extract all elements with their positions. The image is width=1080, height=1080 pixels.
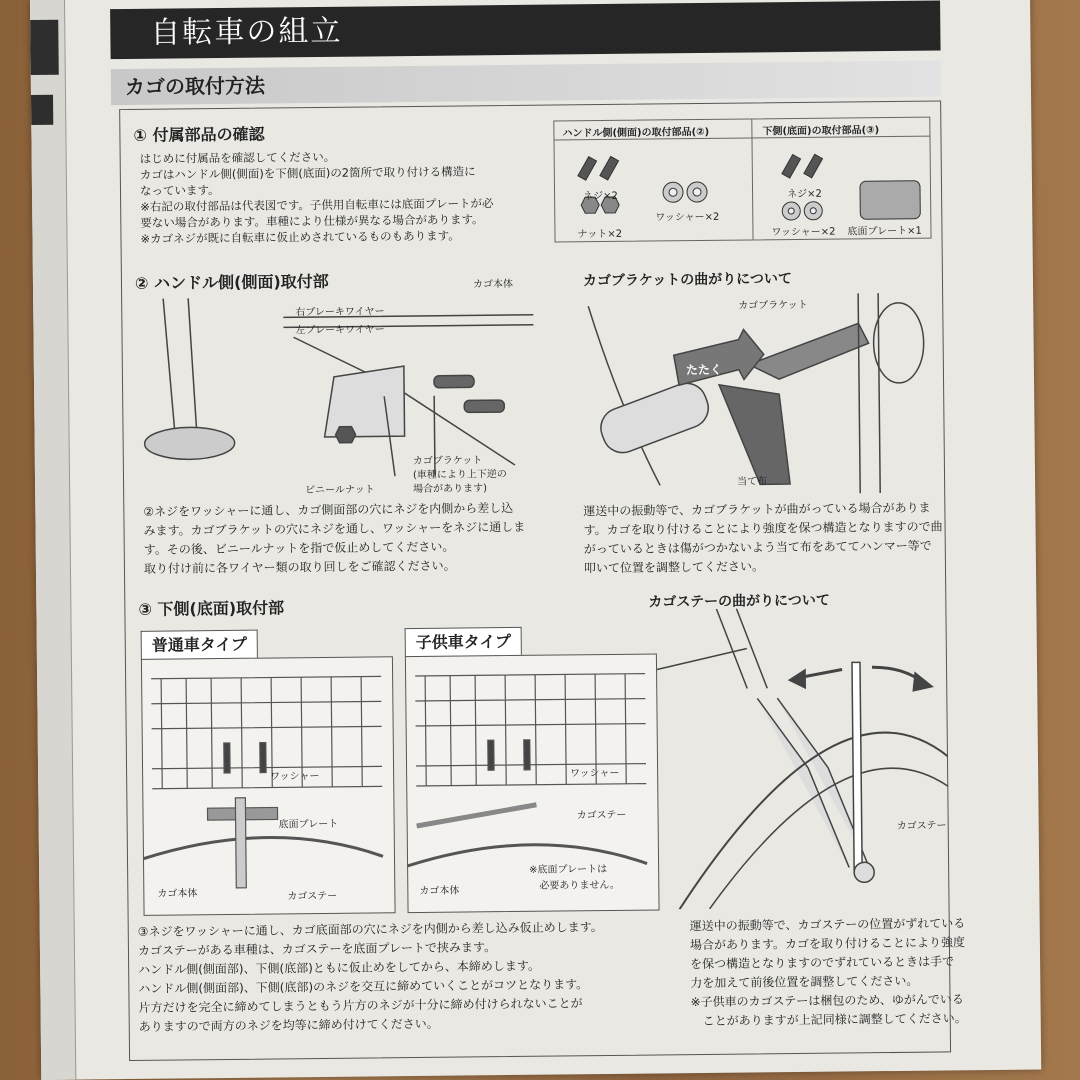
s1-line: カゴはハンドル側(側面)を下側(底面)の2箇所で取り付ける構造に [139, 164, 476, 182]
parts-table [553, 117, 931, 243]
bend-line: がっているときは傷がつかないよう当て布をあててハンマー等で [583, 538, 932, 557]
s3-line: ③ネジをワッシャーに通し、カゴ底面部の穴にネジを内側から差し込み仮止めします。 [137, 920, 603, 939]
s2-vinyl-nut-label: ビニールナット [305, 484, 375, 497]
s3-line: ハンドル側(側面部)、下側(底部)のネジを交互に締めていくことがコツとなります。 [138, 977, 589, 996]
parts-left-header: ハンドル側(側面)の取付部品(②) [562, 126, 710, 140]
bend-cloth-label: 当て布 [737, 476, 768, 488]
bend-bracket-label: カゴブラケット [738, 299, 808, 312]
stay-label: カゴステー [896, 820, 947, 832]
parts-nut: ナット×2 [577, 228, 623, 241]
s1-line: はじめに付属品を確認してください。 [139, 149, 336, 166]
s3-line: カゴステーがある車種は、カゴステーを底面プレートで挟みます。 [137, 940, 497, 958]
s3-stay2-label: カゴステー [576, 809, 627, 822]
s3-washer-label: ワッシャー [270, 771, 320, 783]
stay-line: 場合があります。カゴを取り付けることにより強度 [689, 935, 966, 953]
s2-left-wire-label: 左ブレーキワイヤー [295, 324, 385, 337]
s2-basket-body-label: カゴ本体 [472, 278, 514, 291]
parts-screw-r: ネジ×2 [787, 188, 822, 201]
stay-line: 力を加えて前後位置を調整してください。 [690, 973, 919, 991]
s3-plate-label: 底面プレート [278, 818, 339, 831]
parts-screw: ネジ×2 [583, 190, 618, 203]
bend-line: 運送中の振動等で、カゴブラケットが曲がっている場合がありま [583, 500, 931, 519]
s1-line: なっています。 [139, 183, 220, 198]
s3-note: ※底面プレートは [529, 864, 608, 876]
s2-heading: ② ハンドル側(側面)取付部 [134, 271, 329, 293]
stay-heading: カゴステーの曲がりについて [648, 592, 830, 611]
s2-line: ②ネジをワッシャーに通し、カゴ側面部の穴にネジを内側から差し込 [143, 500, 514, 519]
bend-tap-label: たたく [685, 362, 722, 378]
s3-line: 片方だけを完全に締めてしまうともう片方のネジが十分に締め付けられないことが [138, 996, 583, 1015]
manual-page [30, 0, 1041, 1080]
s3-body-label: カゴ本体 [157, 888, 198, 900]
stay-line: ※子供車のカゴステーは梱包のため、ゆがんでいる [690, 992, 964, 1010]
s3-stay-label: カゴステー [287, 890, 338, 903]
s1-line: 要ない場合があります。車種により仕様が異なる場合があります。 [140, 212, 484, 230]
parts-washer-r: ワッシャー×2 [771, 226, 836, 239]
s2-line: す。その後、ビニールナットを指で仮止めしてください。 [143, 539, 455, 557]
stay-bend-diagram [656, 606, 949, 909]
s1-line: ※カゴネジが既に自転車に仮止めされているものもあります。 [140, 228, 460, 246]
stay-line: ことがありますが上記同様に調整してください。 [690, 1011, 967, 1029]
s3-heading: ③ 下側(底面)取付部 [138, 598, 285, 619]
bend-line: す。カゴを取り付けることにより強度を保つ構造となりますので曲 [583, 519, 943, 538]
s3-washer2-label: ワッシャー [570, 767, 620, 780]
tab-normal-type: 普通車タイプ [141, 630, 259, 660]
s2-right-wire-label: 右ブレーキワイヤー [295, 306, 385, 319]
s1-heading: ① 付属部品の確認 [133, 124, 265, 145]
bend-line: 叩いて位置を調整してください。 [583, 559, 765, 576]
s3-line: ハンドル側(側面部)、下側(底部)ともに仮止めをしてから、本締めします。 [138, 958, 540, 977]
s3-line: ありますので両方のネジを均等に締め付けてください。 [138, 1016, 439, 1034]
parts-washer: ワッシャー×2 [655, 211, 720, 224]
s3-body2-label: カゴ本体 [419, 885, 460, 897]
s1-line: ※右記の取付部品は代表図です。子供用自転車には底面プレートが必 [140, 196, 494, 214]
page-title: 自転車の組立 [110, 0, 940, 59]
bend-heading: カゴブラケットの曲がりについて [582, 271, 793, 290]
parts-plate: 底面プレート×1 [847, 225, 922, 238]
stay-line: 運送中の振動等で、カゴステーの位置がずれている [689, 916, 966, 934]
section-title: カゴの取付方法 [111, 60, 941, 105]
bracket-bend-diagram [578, 283, 930, 497]
parts-right-header: 下側(底面)の取付部品(③) [762, 125, 880, 138]
s2-bracket-note: (車種により上下逆の [412, 469, 507, 482]
s3-note: 必要ありません。 [539, 879, 620, 892]
tab-child-type: 子供車タイプ [405, 627, 523, 657]
normal-type-diagram [141, 656, 394, 914]
s2-bracket-label: カゴブラケット [412, 455, 483, 468]
s2-bracket-note: 場合があります) [413, 483, 488, 496]
s2-line: 取り付け前に各ワイヤー類の取り回しをご確認ください。 [143, 558, 456, 576]
stay-line: を保つ構造となりますのでずれているときは手で [690, 954, 955, 972]
s2-line: みます。カゴブラケットの穴にネジを通し、ワッシャーをネジに通しま [143, 519, 526, 538]
